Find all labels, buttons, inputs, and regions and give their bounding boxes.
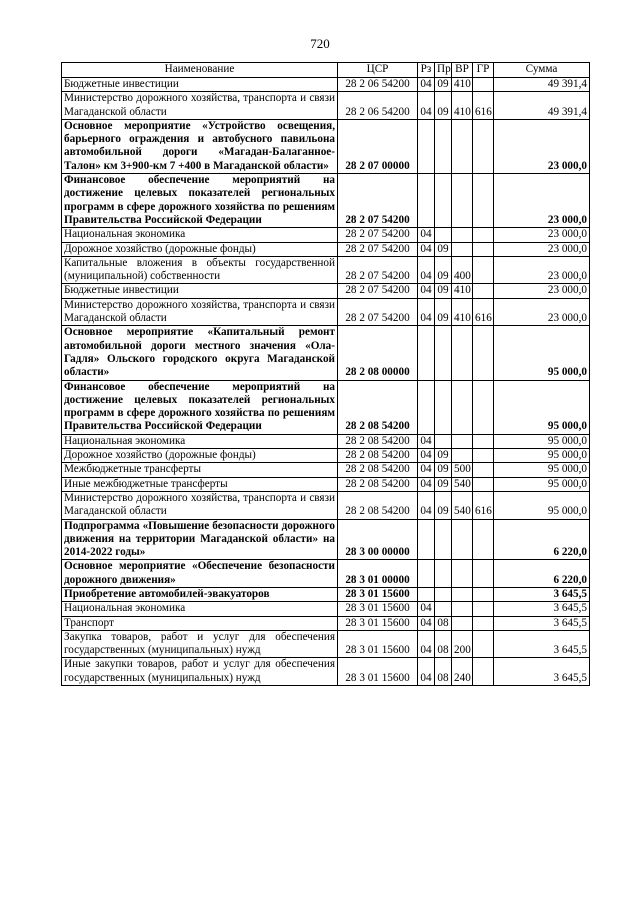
cell-rz — [418, 560, 435, 588]
cell-rz: 04 — [418, 228, 435, 242]
table-body — [62, 78, 590, 686]
cell-pr — [435, 326, 452, 380]
cell-gr — [473, 463, 494, 477]
cell-name: Иные закупки товаров, работ и услуг для обеспечения государственных (муниципальных) нужд — [62, 658, 338, 686]
header-rz: Рз — [418, 63, 435, 78]
header-vr: ВР — [452, 63, 473, 78]
cell-sum: 3 645,5 — [494, 630, 590, 658]
table-row — [62, 658, 590, 686]
cell-pr: 08 — [435, 616, 452, 630]
cell-sum: 23 000,0 — [494, 284, 590, 298]
cell-vr — [452, 602, 473, 616]
cell-pr: 09 — [435, 477, 452, 491]
cell-gr — [473, 284, 494, 298]
cell-sum: 3 645,5 — [494, 658, 590, 686]
cell-rz: 04 — [418, 491, 435, 519]
cell-gr — [473, 228, 494, 242]
cell-sum: 23 000,0 — [494, 242, 590, 256]
cell-csr: 28 2 08 00000 — [338, 326, 418, 380]
cell-sum: 49 391,4 — [494, 92, 590, 120]
table-row — [62, 560, 590, 588]
cell-vr — [452, 242, 473, 256]
cell-csr: 28 2 08 54200 — [338, 380, 418, 434]
cell-rz: 04 — [418, 630, 435, 658]
cell-sum: 23 000,0 — [494, 256, 590, 284]
cell-rz: 04 — [418, 477, 435, 491]
header-csr: ЦСР — [338, 63, 418, 78]
table-row — [62, 477, 590, 491]
table-row — [62, 616, 590, 630]
cell-gr — [473, 602, 494, 616]
cell-name: Основное мероприятие «Обеспечение безопасности дорожного движения» — [62, 560, 338, 588]
cell-rz: 04 — [418, 658, 435, 686]
cell-rz — [418, 326, 435, 380]
cell-vr — [452, 587, 473, 601]
cell-name: Министерство дорожного хозяйства, транспорта и связи Магаданской области — [62, 298, 338, 326]
table-row — [62, 380, 590, 434]
cell-sum: 3 645,5 — [494, 587, 590, 601]
cell-sum: 95 000,0 — [494, 434, 590, 448]
table-row — [62, 587, 590, 601]
cell-sum: 49 391,4 — [494, 78, 590, 92]
budget-table — [61, 62, 590, 686]
cell-csr: 28 2 06 54200 — [338, 92, 418, 120]
cell-vr — [452, 434, 473, 448]
cell-gr: 616 — [473, 491, 494, 519]
cell-rz: 04 — [418, 463, 435, 477]
table-row — [62, 463, 590, 477]
cell-vr — [452, 174, 473, 228]
cell-csr: 28 3 01 00000 — [338, 560, 418, 588]
cell-name: Национальная экономика — [62, 434, 338, 448]
cell-name: Подпрограмма «Повышение безопасности дорожного движения на территории Магаданской области» на 2014-2022 годы» — [62, 519, 338, 560]
cell-rz: 04 — [418, 256, 435, 284]
cell-gr — [473, 78, 494, 92]
cell-pr: 09 — [435, 92, 452, 120]
cell-name: Министерство дорожного хозяйства, транспорта и связи Магаданской области — [62, 92, 338, 120]
cell-csr: 28 3 01 15600 — [338, 658, 418, 686]
cell-sum: 95 000,0 — [494, 477, 590, 491]
table-row — [62, 491, 590, 519]
cell-csr: 28 3 01 15600 — [338, 602, 418, 616]
cell-sum: 6 220,0 — [494, 560, 590, 588]
cell-rz: 04 — [418, 616, 435, 630]
cell-vr: 410 — [452, 298, 473, 326]
cell-rz — [418, 380, 435, 434]
cell-vr — [452, 228, 473, 242]
cell-gr — [473, 119, 494, 173]
cell-csr: 28 2 07 00000 — [338, 119, 418, 173]
cell-pr — [435, 119, 452, 173]
cell-gr — [473, 630, 494, 658]
cell-rz: 04 — [418, 602, 435, 616]
cell-gr — [473, 560, 494, 588]
cell-vr: 400 — [452, 256, 473, 284]
cell-vr — [452, 449, 473, 463]
cell-gr — [473, 326, 494, 380]
cell-gr — [473, 242, 494, 256]
table-row — [62, 174, 590, 228]
cell-name: Иные межбюджетные трансферты — [62, 477, 338, 491]
cell-pr — [435, 587, 452, 601]
cell-name: Межбюджетные трансферты — [62, 463, 338, 477]
table-row — [62, 449, 590, 463]
cell-gr — [473, 519, 494, 560]
cell-sum: 95 000,0 — [494, 449, 590, 463]
cell-vr — [452, 519, 473, 560]
cell-pr — [435, 380, 452, 434]
cell-vr: 410 — [452, 92, 473, 120]
cell-csr: 28 2 08 54200 — [338, 449, 418, 463]
cell-sum: 23 000,0 — [494, 119, 590, 173]
table-row — [62, 298, 590, 326]
table-row — [62, 630, 590, 658]
table-row — [62, 602, 590, 616]
table-header-row — [62, 63, 590, 78]
cell-pr: 08 — [435, 658, 452, 686]
cell-pr — [435, 174, 452, 228]
header-name: Наименование — [62, 63, 338, 78]
table-row — [62, 284, 590, 298]
cell-csr: 28 2 07 54200 — [338, 228, 418, 242]
cell-sum: 23 000,0 — [494, 298, 590, 326]
cell-sum: 3 645,5 — [494, 602, 590, 616]
cell-sum: 95 000,0 — [494, 326, 590, 380]
cell-name: Приобретение автомобилей-эвакуаторов — [62, 587, 338, 601]
cell-rz — [418, 119, 435, 173]
cell-gr — [473, 658, 494, 686]
cell-pr: 09 — [435, 491, 452, 519]
cell-rz: 04 — [418, 449, 435, 463]
cell-csr: 28 3 01 15600 — [338, 587, 418, 601]
table-row — [62, 228, 590, 242]
cell-pr: 08 — [435, 630, 452, 658]
cell-csr: 28 3 01 15600 — [338, 616, 418, 630]
cell-csr: 28 2 07 54200 — [338, 298, 418, 326]
cell-name: Дорожное хозяйство (дорожные фонды) — [62, 449, 338, 463]
cell-gr — [473, 587, 494, 601]
cell-rz: 04 — [418, 434, 435, 448]
cell-csr: 28 3 01 15600 — [338, 630, 418, 658]
cell-gr: 616 — [473, 298, 494, 326]
cell-csr: 28 2 07 54200 — [338, 256, 418, 284]
cell-csr: 28 2 07 54200 — [338, 174, 418, 228]
cell-pr — [435, 434, 452, 448]
cell-sum: 95 000,0 — [494, 380, 590, 434]
cell-rz — [418, 519, 435, 560]
cell-rz — [418, 587, 435, 601]
cell-gr — [473, 380, 494, 434]
cell-gr — [473, 449, 494, 463]
table-row — [62, 434, 590, 448]
cell-name: Бюджетные инвестиции — [62, 284, 338, 298]
table-row — [62, 119, 590, 173]
cell-vr — [452, 326, 473, 380]
cell-name: Закупка товаров, работ и услуг для обеспечения государственных (муниципальных) нужд — [62, 630, 338, 658]
table-row — [62, 78, 590, 92]
cell-csr: 28 2 06 54200 — [338, 78, 418, 92]
header-gr: ГР — [473, 63, 494, 78]
cell-csr: 28 2 08 54200 — [338, 491, 418, 519]
cell-name: Основное мероприятие «Капитальный ремонт автомобильной дороги местного значения «Ола-Гадля» Ольского городского округа Магаданской области» — [62, 326, 338, 380]
cell-pr — [435, 228, 452, 242]
cell-sum: 6 220,0 — [494, 519, 590, 560]
cell-rz: 04 — [418, 284, 435, 298]
cell-pr: 09 — [435, 463, 452, 477]
cell-csr: 28 2 08 54200 — [338, 463, 418, 477]
cell-name: Национальная экономика — [62, 228, 338, 242]
cell-vr: 410 — [452, 284, 473, 298]
cell-vr: 540 — [452, 477, 473, 491]
cell-gr — [473, 434, 494, 448]
table-row — [62, 326, 590, 380]
cell-rz: 04 — [418, 92, 435, 120]
cell-pr: 09 — [435, 298, 452, 326]
header-sum: Сумма — [494, 63, 590, 78]
cell-name: Основное мероприятие «Устройство освещения, барьерного ограждения и автобусного павильона автомобильной дороги «Магадан-Балаганное-Талон» км 3+900-км 7 +400 в Магаданской области» — [62, 119, 338, 173]
cell-name: Бюджетные инвестиции — [62, 78, 338, 92]
cell-name: Дорожное хозяйство (дорожные фонды) — [62, 242, 338, 256]
cell-gr — [473, 174, 494, 228]
cell-vr: 240 — [452, 658, 473, 686]
cell-gr: 616 — [473, 92, 494, 120]
cell-vr — [452, 616, 473, 630]
cell-rz — [418, 174, 435, 228]
cell-vr: 200 — [452, 630, 473, 658]
table-row — [62, 92, 590, 120]
cell-csr: 28 2 07 54200 — [338, 242, 418, 256]
table-row — [62, 242, 590, 256]
cell-sum: 23 000,0 — [494, 228, 590, 242]
cell-vr — [452, 560, 473, 588]
cell-pr: 09 — [435, 449, 452, 463]
cell-name: Финансовое обеспечение мероприятий на достижение целевых показателей региональных программ в сфере дорожного хозяйства по решениям Правительства Российской Федерации — [62, 174, 338, 228]
cell-sum: 23 000,0 — [494, 174, 590, 228]
cell-pr: 09 — [435, 242, 452, 256]
cell-gr — [473, 256, 494, 284]
cell-rz: 04 — [418, 298, 435, 326]
cell-csr: 28 2 07 54200 — [338, 284, 418, 298]
table-row — [62, 256, 590, 284]
cell-rz: 04 — [418, 242, 435, 256]
table-row — [62, 519, 590, 560]
cell-sum: 3 645,5 — [494, 616, 590, 630]
cell-pr — [435, 602, 452, 616]
cell-csr: 28 2 08 54200 — [338, 434, 418, 448]
cell-name: Министерство дорожного хозяйства, транспорта и связи Магаданской области — [62, 491, 338, 519]
cell-sum: 95 000,0 — [494, 491, 590, 519]
cell-name: Национальная экономика — [62, 602, 338, 616]
cell-pr: 09 — [435, 256, 452, 284]
cell-gr — [473, 477, 494, 491]
cell-vr — [452, 119, 473, 173]
cell-name: Капитальные вложения в объекты государственной (муниципальной) собственности — [62, 256, 338, 284]
cell-pr: 09 — [435, 78, 452, 92]
cell-pr — [435, 519, 452, 560]
header-pr: Пр — [435, 63, 452, 78]
cell-csr: 28 3 00 00000 — [338, 519, 418, 560]
cell-csr: 28 2 08 54200 — [338, 477, 418, 491]
cell-vr: 540 — [452, 491, 473, 519]
cell-vr: 410 — [452, 78, 473, 92]
cell-name: Финансовое обеспечение мероприятий на достижение целевых показателей региональных программ в сфере дорожного хозяйства по решениям Правительства Российской Федерации — [62, 380, 338, 434]
cell-vr: 500 — [452, 463, 473, 477]
cell-sum: 95 000,0 — [494, 463, 590, 477]
cell-vr — [452, 380, 473, 434]
cell-pr — [435, 560, 452, 588]
page-number: 720 — [310, 36, 330, 51]
cell-name: Транспорт — [62, 616, 338, 630]
cell-pr: 09 — [435, 284, 452, 298]
cell-rz: 04 — [418, 78, 435, 92]
cell-gr — [473, 616, 494, 630]
